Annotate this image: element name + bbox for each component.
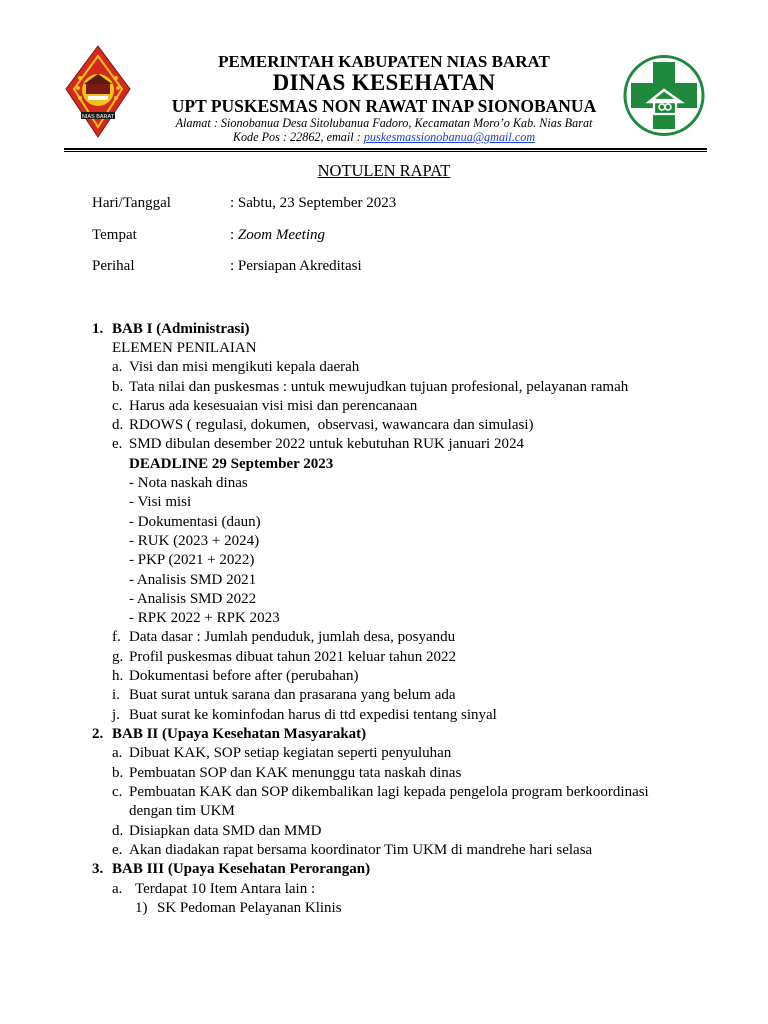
deadline-item: - Dokumentasi (daun) bbox=[129, 514, 261, 530]
item-marker: e. bbox=[112, 436, 123, 452]
section-marker: 3. bbox=[92, 861, 104, 877]
item-text-continued: dengan tim UKM bbox=[129, 803, 235, 819]
deadline-heading: DEADLINE 29 September 2023 bbox=[129, 456, 334, 472]
item-marker: g. bbox=[112, 649, 124, 665]
section-marker: 1. bbox=[92, 321, 104, 337]
info-place-prefix: : bbox=[230, 227, 238, 243]
item-text: Dokumentasi before after (perubahan) bbox=[129, 668, 359, 684]
letterhead-unit: UPT PUSKESMAS NON RAWAT INAP SIONOBANUA bbox=[171, 96, 597, 116]
item-text: Terdapat 10 Item Antara lain : bbox=[135, 881, 316, 897]
info-place-text: Zoom Meeting bbox=[237, 227, 325, 243]
section-heading: BAB II (Upaya Kesehatan Masyarakat) bbox=[112, 726, 367, 742]
item-text: Pembuatan KAK dan SOP dikembalikan lagi kepada pengelola program berkoordinasi bbox=[129, 784, 649, 800]
letterhead-department: DINAS KESEHATAN bbox=[272, 70, 496, 95]
email-link[interactable]: puskesmassionobanua@gmail.com bbox=[363, 130, 536, 144]
info-date-label: Hari/Tanggal bbox=[92, 195, 171, 211]
info-subject-label: Perihal bbox=[92, 258, 135, 274]
health-cross-logo bbox=[623, 54, 705, 137]
item-text: Akan diadakan rapat bersama koordinator Tim UKM di mandrehe hari selasa bbox=[129, 842, 593, 858]
item-text: Harus ada kesesuaian visi misi dan perencanaan bbox=[129, 398, 418, 414]
info-subject-value: : Persiapan Akreditasi bbox=[230, 258, 362, 274]
postal-text: Kode Pos : 22862, email : bbox=[232, 130, 364, 144]
emblem-text: NIAS BARAT bbox=[81, 114, 115, 120]
item-text: Tata nilai dan puskesmas : untuk mewujudkan tujuan profesional, pelayanan ramah bbox=[129, 379, 629, 395]
item-marker: c. bbox=[112, 398, 123, 414]
deadline-item: - Analisis SMD 2022 bbox=[129, 591, 257, 607]
letterhead-rule-thin bbox=[64, 151, 707, 152]
item-marker: b. bbox=[112, 379, 124, 395]
item-text: Buat surat untuk sarana dan prasarana yang belum ada bbox=[129, 687, 456, 703]
letterhead-address: Alamat : Sionobanua Desa Sitolubanua Fadoro, Kecamatan Moro’o Kab. Nias Barat bbox=[175, 116, 593, 130]
info-place-value bbox=[230, 227, 325, 244]
subheading: ELEMEN PENILAIAN bbox=[112, 340, 257, 356]
item-text: Data dasar : Jumlah penduduk, jumlah desa, posyandu bbox=[129, 629, 456, 645]
deadline-item: - RUK (2023 + 2024) bbox=[129, 533, 260, 549]
item-marker: a. bbox=[112, 359, 123, 375]
deadline-item: - PKP (2021 + 2022) bbox=[129, 552, 255, 568]
item-marker: e. bbox=[112, 842, 123, 858]
item-marker: i. bbox=[112, 687, 120, 703]
info-date-value: : Sabtu, 23 September 2023 bbox=[230, 195, 397, 211]
item-marker: f. bbox=[112, 629, 121, 645]
item-text: RDOWS ( regulasi, dokumen, observasi, wawancara dan simulasi) bbox=[129, 417, 534, 433]
section-heading: BAB I (Administrasi) bbox=[112, 321, 250, 337]
item-marker: a. bbox=[112, 881, 123, 897]
deadline-item: - Visi misi bbox=[129, 494, 192, 510]
item-marker: d. bbox=[112, 823, 124, 839]
letterhead-government: PEMERINTAH KABUPATEN NIAS BARAT bbox=[218, 52, 550, 71]
deadline-item: - RPK 2022 + RPK 2023 bbox=[129, 610, 280, 626]
section-marker: 2. bbox=[92, 726, 104, 742]
letterhead-rule-thick bbox=[64, 148, 707, 150]
deadline-item: - Nota naskah dinas bbox=[129, 475, 248, 491]
item-text: Dibuat KAK, SOP setiap kegiatan seperti penyuluhan bbox=[129, 745, 452, 761]
info-place-label: Tempat bbox=[92, 227, 137, 243]
item-marker: d. bbox=[112, 417, 124, 433]
item-marker: j. bbox=[112, 707, 120, 723]
regency-emblem-logo bbox=[64, 44, 132, 139]
item-marker: c. bbox=[112, 784, 123, 800]
item-marker: b. bbox=[112, 765, 124, 781]
item-text: SMD dibulan desember 2022 untuk kebutuhan RUK januari 2024 bbox=[129, 436, 524, 452]
item-text: Buat surat ke kominfodan harus di ttd expedisi tentang sinyal bbox=[129, 707, 497, 723]
item-text: Disiapkan data SMD dan MMD bbox=[129, 823, 322, 839]
document-title: NOTULEN RAPAT bbox=[317, 161, 451, 180]
letterhead-postal bbox=[150, 130, 618, 145]
item-text: Pembuatan SOP dan KAK menunggu tata naskah dinas bbox=[129, 765, 462, 781]
item-text: Visi dan misi mengikuti kepala daerah bbox=[129, 359, 360, 375]
item-marker: a. bbox=[112, 745, 123, 761]
item-text: Profil puskesmas dibuat tahun 2021 keluar tahun 2022 bbox=[129, 649, 457, 665]
section-heading: BAB III (Upaya Kesehatan Perorangan) bbox=[112, 861, 371, 877]
subitem-marker: 1) bbox=[135, 900, 148, 916]
deadline-item: - Analisis SMD 2021 bbox=[129, 572, 257, 588]
item-marker: h. bbox=[112, 668, 124, 684]
subitem-text: SK Pedoman Pelayanan Klinis bbox=[157, 900, 342, 916]
